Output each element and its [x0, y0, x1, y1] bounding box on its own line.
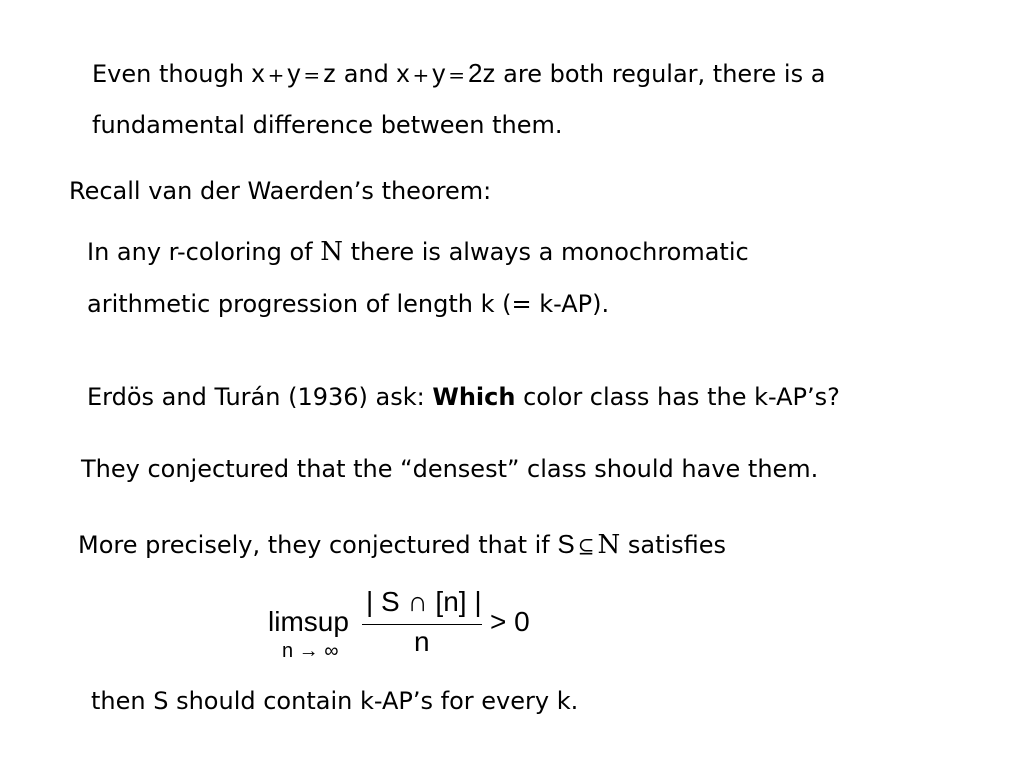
equals-sign: =	[303, 63, 321, 87]
text-which-bold: Which	[432, 383, 516, 411]
natural-numbers-symbol: N	[320, 237, 344, 267]
fraction-denominator: n	[414, 626, 430, 657]
limsup-density-formula	[268, 584, 548, 664]
var-z: z	[323, 58, 337, 88]
var-x: x	[396, 58, 410, 88]
text-and: and	[336, 60, 397, 88]
natural-numbers-symbol: N	[597, 530, 621, 560]
theorem-line-2: arithmetic progression of length k (= k-AP).	[87, 290, 610, 318]
var-x: x	[251, 58, 265, 88]
text-erdos-turan: Erdös and Turán (1936) ask:	[87, 383, 433, 411]
text-in-any-coloring: In any r-coloring of	[87, 238, 321, 266]
var-y: y	[287, 58, 301, 88]
theorem-line-1	[87, 237, 749, 267]
set-S: S	[557, 529, 575, 559]
fraction-bar	[362, 624, 482, 625]
var-y: y	[432, 58, 446, 88]
plus-sign: +	[412, 63, 430, 87]
recall-heading: Recall van der Waerden’s theorem:	[69, 177, 492, 205]
subset-symbol: ⊆	[577, 534, 595, 558]
paragraph-fundamental-difference: fundamental difference between them.	[92, 111, 563, 139]
erdos-turan-question	[87, 382, 840, 412]
paragraph-regular-equations	[92, 58, 825, 90]
term-2z: 2z	[468, 58, 496, 88]
text-more-precisely: More precisely, they conjectured that if	[78, 531, 558, 559]
text-satisfies: satisfies	[620, 531, 727, 559]
text-monochromatic: there is always a monochromatic	[343, 238, 749, 266]
text-even-though: Even though	[92, 60, 252, 88]
limit-subscript: n → ∞	[282, 640, 339, 662]
greater-than-zero: > 0	[490, 606, 530, 637]
plus-sign: +	[267, 63, 285, 87]
fraction-numerator: | S ∩ [n] |	[366, 586, 482, 617]
equals-sign: =	[448, 63, 466, 87]
equation-x-plus-y-equals-2z	[397, 58, 496, 88]
text-color-class: color class has the k-AP’s?	[515, 383, 840, 411]
densest-conjecture: They conjectured that the “densest” class should have them.	[81, 455, 819, 483]
conclusion-text: then S should contain k-AP’s for every k.	[91, 687, 579, 715]
equation-x-plus-y-equals-z	[252, 58, 337, 88]
precise-conjecture	[78, 529, 726, 561]
limsup-operator: limsup	[268, 606, 349, 637]
text-both-regular: are both regular, there is a	[495, 60, 826, 88]
